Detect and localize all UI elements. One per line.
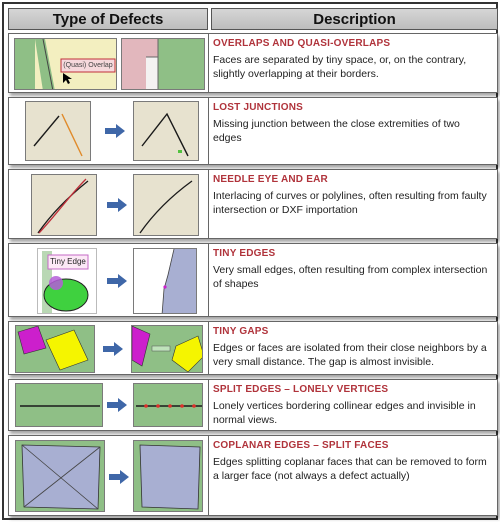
row-description — [213, 440, 491, 483]
defect-text: Faces are separated by tiny space, or, on the contrary, slightly overlapping at their borders. — [213, 54, 467, 80]
arrow-right-icon — [103, 342, 123, 356]
lost-junction-after-image — [133, 101, 199, 161]
defect-title: SPLIT EDGES – LONELY VERTICES — [213, 384, 389, 395]
defect-title: TINY EDGES — [213, 248, 276, 259]
overlap-label: (Quasi) Overlap — [63, 62, 113, 69]
defect-text: Edges or faces are isolated from their close neighbors by a very small distance. The gap is almost invisible. — [213, 342, 487, 368]
row-thumbnails — [9, 170, 209, 238]
row-tiny-edges — [8, 243, 498, 317]
row-coplanar-edges — [8, 435, 498, 516]
row-description — [213, 384, 491, 427]
defect-title: LOST JUNCTIONS — [213, 102, 304, 113]
overlap-before-image — [14, 38, 117, 90]
defect-title: NEEDLE EYE AND EAR — [213, 174, 328, 185]
needle-eye-after-image — [133, 174, 199, 236]
coplanar-after-image — [133, 440, 203, 512]
split-edges-after-image — [133, 383, 203, 427]
row-thumbnails — [9, 380, 209, 430]
tiny-edge-after-image — [133, 248, 197, 314]
row-description — [213, 326, 491, 369]
defect-title: COPLANAR EDGES – SPLIT FACES — [213, 440, 389, 451]
row-description — [213, 38, 491, 81]
arrow-right-icon — [107, 274, 127, 288]
arrow-right-icon — [107, 398, 127, 412]
defect-text: Very small edges, often resulting from complex intersection of shapes — [213, 264, 488, 290]
row-needle-eye — [8, 169, 498, 239]
tiny-gap-before-image — [15, 325, 95, 373]
defect-text: Interlacing of curves or polylines, often resulting from faulty intersection or DXF importation — [213, 190, 487, 216]
row-thumbnails — [9, 322, 209, 374]
row-thumbnails — [9, 244, 209, 316]
defect-text: Missing junction between the close extremities of two edges — [213, 118, 460, 144]
row-description — [213, 102, 491, 145]
row-thumbnails — [9, 34, 209, 92]
row-overlaps — [8, 33, 498, 93]
row-thumbnails — [9, 98, 209, 164]
tiny-edge-before-image — [37, 248, 97, 314]
arrow-right-icon — [107, 198, 127, 212]
overlap-after-image — [121, 38, 205, 90]
row-description — [213, 248, 491, 291]
lost-junction-before-image — [25, 101, 91, 161]
arrow-right-icon — [109, 470, 129, 484]
tiny-edge-label: Tiny Edge — [50, 257, 86, 266]
row-description — [213, 174, 491, 217]
header-description: Description — [211, 8, 498, 30]
coplanar-before-image — [15, 440, 105, 512]
tiny-gap-after-image — [131, 325, 203, 373]
row-split-edges — [8, 379, 498, 431]
defect-text: Edges splitting coplanar faces that can be removed to form a larger face (not always a defect actually) — [213, 456, 487, 482]
needle-eye-before-image — [31, 174, 97, 236]
arrow-right-icon — [105, 124, 125, 138]
row-lost-junctions — [8, 97, 498, 165]
defect-text: Lonely vertices bordering collinear edges and invisible in normal views. — [213, 400, 476, 426]
defects-table — [2, 2, 498, 520]
split-edges-before-image — [15, 383, 103, 427]
header-type-of-defects: Type of Defects — [8, 8, 208, 30]
row-thumbnails — [9, 436, 209, 515]
row-tiny-gaps — [8, 321, 498, 375]
defect-title: OVERLAPS AND QUASI-OVERLAPS — [213, 38, 391, 49]
defect-title: TINY GAPS — [213, 326, 269, 337]
